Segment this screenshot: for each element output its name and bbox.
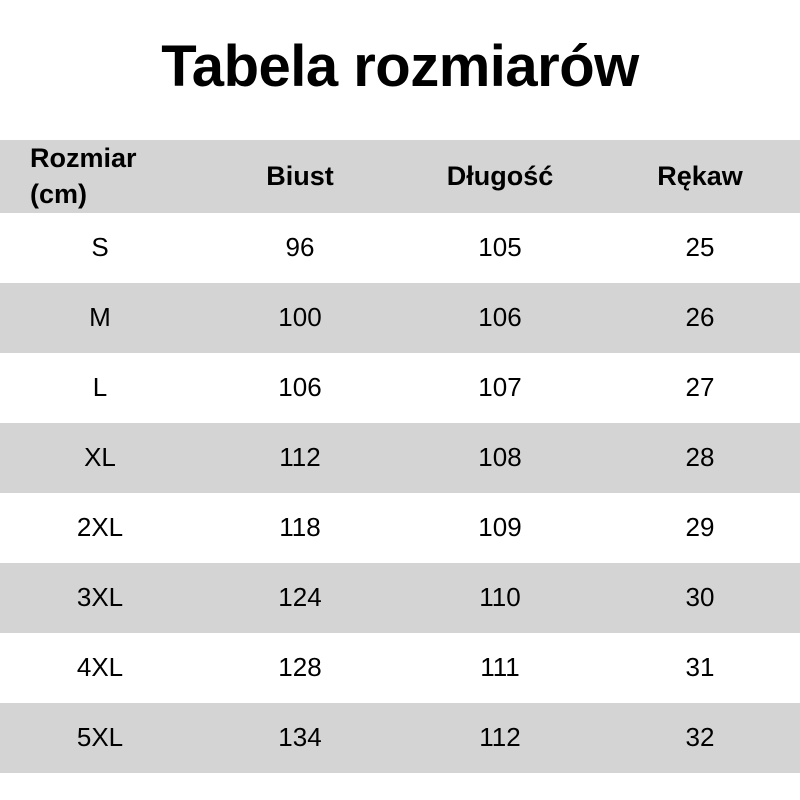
cell-size: XL: [84, 442, 116, 473]
cell-length: 107: [478, 372, 522, 403]
cell-sleeve: 30: [685, 582, 715, 613]
cell-length: 111: [480, 652, 520, 683]
table-row: [0, 283, 800, 353]
column-header-size: [0, 140, 200, 213]
cell-size: 4XL: [76, 652, 124, 683]
cell-bust: 96: [285, 232, 315, 263]
cell-bust: 106: [278, 372, 322, 403]
column-header-size-line1: Rozmiar: [30, 143, 137, 173]
cell-size: 3XL: [76, 582, 124, 613]
cell-size: 2XL: [76, 512, 124, 543]
cell-sleeve: 29: [685, 512, 715, 543]
cell-sleeve: 28: [685, 442, 715, 473]
table-row: [0, 563, 800, 633]
table-row: [0, 633, 800, 703]
table-row: [0, 703, 800, 773]
cell-length: 108: [478, 442, 522, 473]
cell-length: 110: [479, 582, 521, 613]
column-header-length: Długość: [446, 160, 554, 191]
cell-sleeve: 25: [685, 232, 715, 263]
cell-size: M: [89, 302, 111, 333]
cell-size: 5XL: [76, 722, 124, 753]
cell-size: L: [92, 372, 108, 403]
cell-sleeve: 26: [685, 302, 715, 333]
cell-bust: 128: [278, 652, 322, 683]
cell-bust: 118: [279, 512, 321, 543]
size-chart-table: [0, 140, 800, 773]
cell-length: 109: [478, 512, 522, 543]
table-row: [0, 353, 800, 423]
column-header-sleeve: Rękaw: [657, 160, 743, 191]
cell-sleeve: 31: [685, 652, 715, 683]
cell-length: 105: [478, 232, 522, 263]
table-row: [0, 423, 800, 493]
table-header-row: [0, 140, 800, 213]
cell-length: 106: [478, 302, 522, 333]
cell-sleeve: 27: [685, 372, 715, 403]
table-row: [0, 493, 800, 563]
column-header-size-line2: (cm): [30, 179, 88, 210]
column-header-bust: Biust: [266, 160, 334, 191]
cell-bust: 100: [278, 302, 322, 333]
page-title: Tabela rozmiarów: [161, 34, 639, 99]
cell-size: S: [91, 232, 109, 263]
cell-bust: 134: [278, 722, 322, 753]
cell-length: 112: [479, 722, 521, 753]
cell-sleeve: 32: [685, 722, 715, 753]
cell-bust: 124: [278, 582, 322, 613]
cell-bust: 112: [279, 442, 321, 473]
table-row: [0, 213, 800, 283]
